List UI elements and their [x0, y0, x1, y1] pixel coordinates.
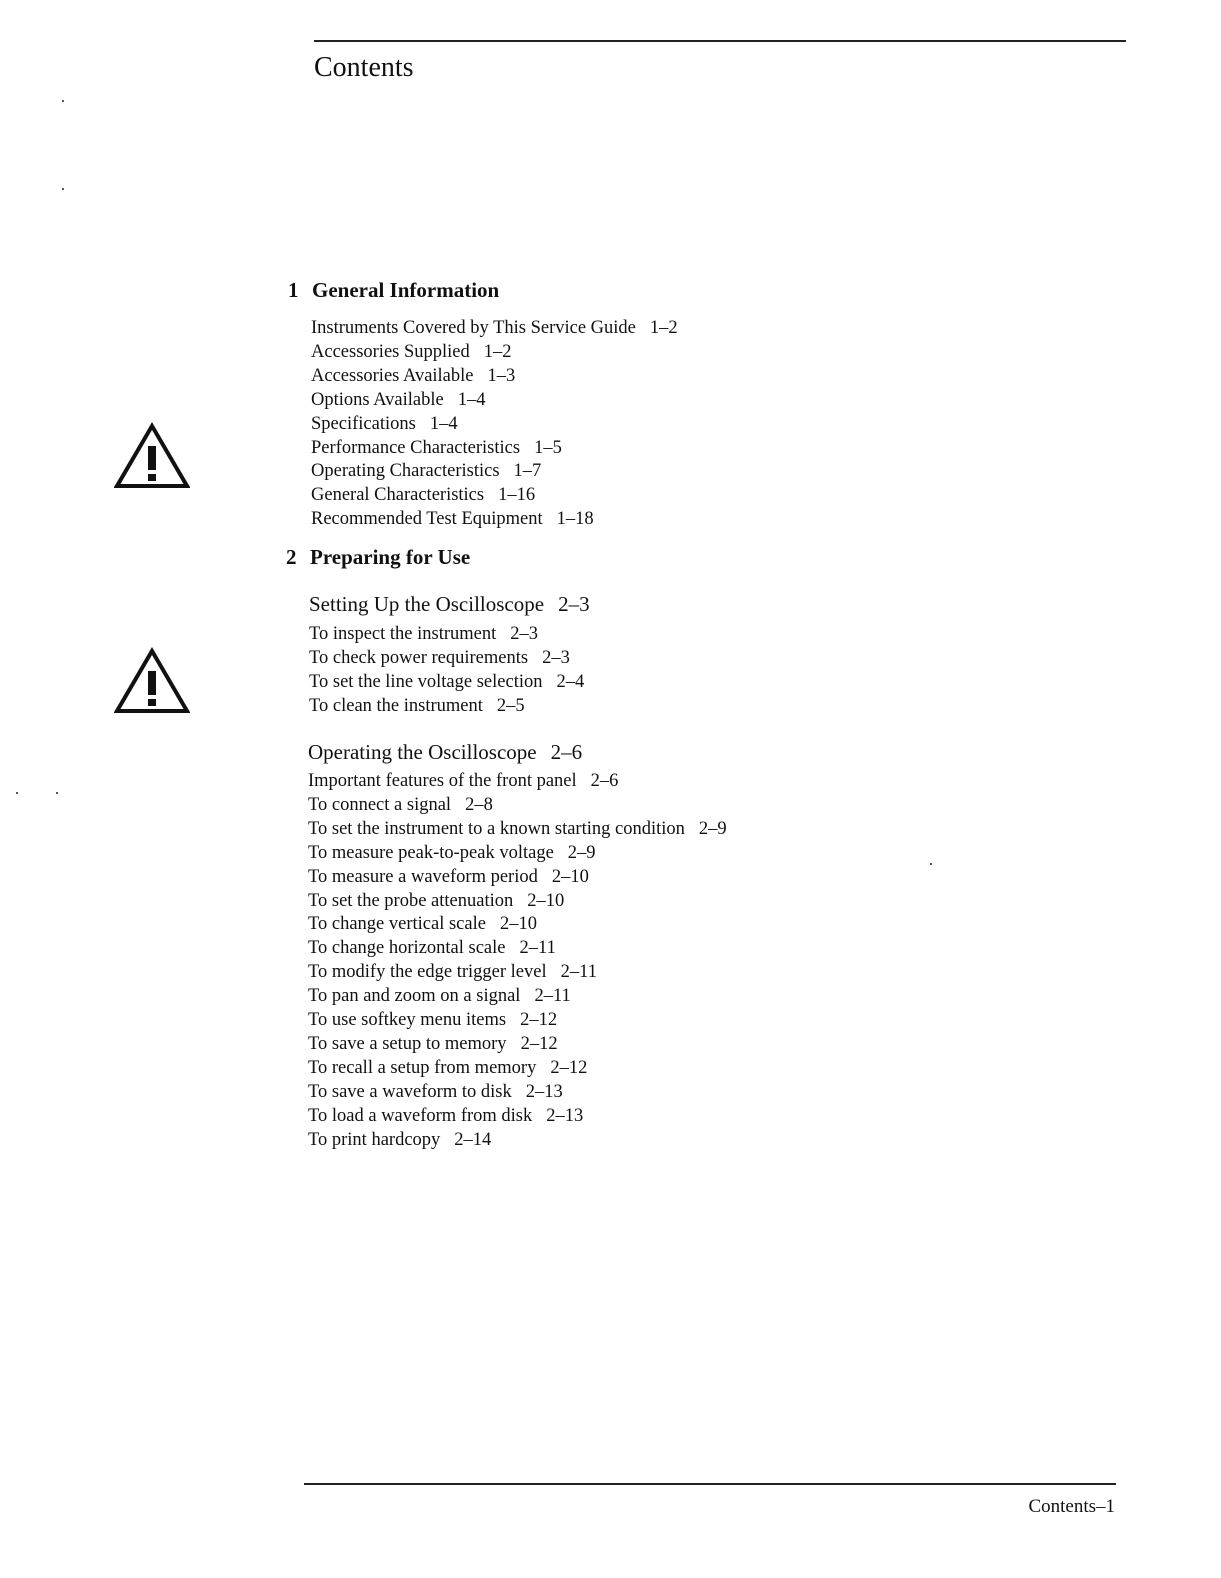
toc-entry[interactable]: [311, 437, 678, 461]
section-title: Operating the Oscilloscope: [308, 740, 537, 764]
toc-entry-text: To save a waveform to disk: [308, 1081, 512, 1102]
warning-triangle-icon: [114, 647, 190, 715]
toc-entry-page: 1–2: [649, 318, 678, 338]
toc-entry-text: To load a waveform from disk: [308, 1105, 533, 1126]
toc-entry-page: 2–10: [551, 866, 589, 887]
toc-entry-text: To set the line voltage selection: [309, 671, 543, 692]
page-footer: Contents–1: [1028, 1496, 1115, 1517]
toc-entry-text: Important features of the front panel: [308, 771, 577, 791]
toc-entry-text: To recall a setup from memory: [308, 1057, 537, 1078]
toc-entry[interactable]: [311, 460, 678, 484]
toc-entry-page: 1–4: [429, 413, 458, 434]
section-operating-entries: [308, 770, 727, 1153]
toc-entry[interactable]: [311, 508, 678, 532]
toc-entry-text: To save a setup to memory: [308, 1033, 507, 1054]
toc-entry[interactable]: [308, 866, 727, 890]
toc-entry-text: Options Available: [311, 389, 444, 410]
section-heading-setting-up[interactable]: [309, 592, 590, 617]
section-title: Setting Up the Oscilloscope: [309, 592, 545, 616]
scan-speck: [62, 100, 64, 102]
scan-speck: [56, 792, 58, 794]
toc-entry-page: 2–9: [698, 818, 727, 839]
toc-entry-page: 2–5: [496, 695, 525, 716]
toc-entry[interactable]: [308, 961, 727, 985]
toc-entry-text: To set the probe attenuation: [308, 890, 514, 911]
toc-entry[interactable]: [308, 1105, 727, 1129]
toc-entry-page: 1–5: [534, 437, 562, 458]
toc-entry-page: 2–4: [556, 671, 585, 692]
scan-speck: [62, 188, 64, 190]
toc-entry-text: To change horizontal scale: [308, 938, 506, 959]
toc-entry-text: Instruments Covered by This Service Guide: [311, 318, 636, 338]
header-rule: [314, 40, 1126, 42]
toc-entry[interactable]: [308, 818, 727, 842]
footer-rule: [304, 1483, 1116, 1485]
toc-entry[interactable]: [308, 1057, 727, 1081]
chapter-number: 1: [288, 278, 299, 302]
toc-entry-page: 1–2: [483, 341, 512, 362]
section-page: 2–6: [550, 740, 583, 764]
toc-entry-text: To set the instrument to a known starting condition: [308, 818, 685, 839]
chapter-2-heading[interactable]: [286, 545, 470, 570]
toc-entry-text: Accessories Supplied: [311, 341, 470, 362]
toc-entry[interactable]: [308, 1009, 727, 1033]
chapter-1-entries: [311, 317, 678, 532]
toc-entry[interactable]: [309, 671, 584, 695]
toc-entry[interactable]: [308, 937, 727, 961]
toc-entry-page: 2–6: [590, 771, 619, 791]
scan-speck: [930, 863, 932, 865]
toc-entry[interactable]: [308, 842, 727, 866]
toc-entry[interactable]: [308, 890, 727, 914]
chapter-title: General Information: [312, 278, 500, 302]
toc-entry[interactable]: [308, 913, 727, 937]
toc-entry[interactable]: [308, 770, 727, 794]
toc-entry-page: 2–14: [454, 1129, 492, 1150]
scan-speck: [16, 792, 18, 794]
toc-entry[interactable]: [308, 1129, 727, 1153]
toc-entry-text: To pan and zoom on a signal: [308, 986, 521, 1007]
toc-entry[interactable]: [311, 484, 678, 508]
page-title: Contents: [314, 52, 414, 83]
toc-entry-text: Operating Characteristics: [311, 461, 500, 482]
toc-entry-page: 1–3: [487, 365, 516, 386]
toc-entry[interactable]: [311, 341, 678, 365]
toc-entry-text: To measure a waveform period: [308, 866, 538, 887]
toc-entry-text: To clean the instrument: [309, 695, 483, 716]
toc-entry[interactable]: [308, 1033, 727, 1057]
toc-entry[interactable]: [308, 1081, 727, 1105]
toc-entry-page: 2–10: [499, 914, 537, 935]
toc-entry-page: 2–12: [550, 1057, 588, 1078]
toc-entry[interactable]: [311, 365, 678, 389]
toc-entry-page: 2–3: [510, 624, 539, 644]
toc-entry[interactable]: [311, 413, 678, 437]
toc-entry-text: Specifications: [311, 413, 416, 434]
toc-entry[interactable]: [311, 389, 678, 413]
toc-entry-page: 1–18: [556, 509, 594, 530]
toc-entry-text: Recommended Test Equipment: [311, 509, 543, 530]
toc-entry-page: 1–4: [457, 389, 486, 410]
toc-entry[interactable]: [309, 647, 584, 671]
chapter-number: 2: [286, 545, 297, 569]
toc-entry-text: To measure peak-to-peak voltage: [308, 842, 554, 863]
toc-entry-text: To change vertical scale: [308, 914, 486, 935]
toc-entry-text: To check power requirements: [309, 647, 529, 668]
chapter-1-heading[interactable]: [288, 278, 499, 303]
toc-entry-page: 2–3: [542, 647, 570, 668]
toc-entry-text: Performance Characteristics: [311, 437, 521, 458]
toc-entry-text: To inspect the instrument: [309, 624, 497, 644]
toc-entry-text: To print hardcopy: [308, 1129, 441, 1150]
warning-triangle-icon: [114, 422, 190, 490]
toc-entry-text: To connect a signal: [308, 794, 452, 815]
section-heading-operating[interactable]: [308, 740, 582, 765]
toc-entry-page: 1–16: [498, 485, 536, 506]
toc-entry[interactable]: [309, 623, 584, 647]
chapter-title: Preparing for Use: [310, 545, 471, 569]
toc-entry-page: 2–13: [525, 1081, 563, 1102]
toc-entry-page: 2–13: [546, 1105, 584, 1126]
toc-entry-page: 2–11: [534, 986, 571, 1007]
toc-entry-text: To use softkey menu items: [308, 1010, 507, 1031]
toc-entry-page: 2–10: [527, 890, 565, 911]
toc-entry-page: 2–12: [520, 1010, 558, 1031]
toc-entry-page: 2–8: [465, 794, 493, 815]
toc-entry-page: 1–7: [513, 461, 542, 482]
toc-entry[interactable]: [308, 985, 727, 1009]
toc-entry[interactable]: [309, 695, 584, 719]
toc-entry-text: To modify the edge trigger level: [308, 962, 547, 983]
toc-entry-page: 2–11: [560, 962, 597, 983]
toc-entry-page: 2–12: [520, 1033, 558, 1054]
toc-entry[interactable]: [308, 794, 727, 818]
toc-entry-text: General Characteristics: [311, 485, 485, 506]
toc-entry-text: Accessories Available: [311, 365, 474, 386]
toc-entry-page: 2–11: [519, 938, 556, 959]
toc-entry[interactable]: [311, 317, 678, 341]
section-page: 2–3: [558, 592, 590, 616]
toc-entry-page: 2–9: [567, 842, 596, 863]
section-setting-up-entries: [309, 623, 584, 719]
